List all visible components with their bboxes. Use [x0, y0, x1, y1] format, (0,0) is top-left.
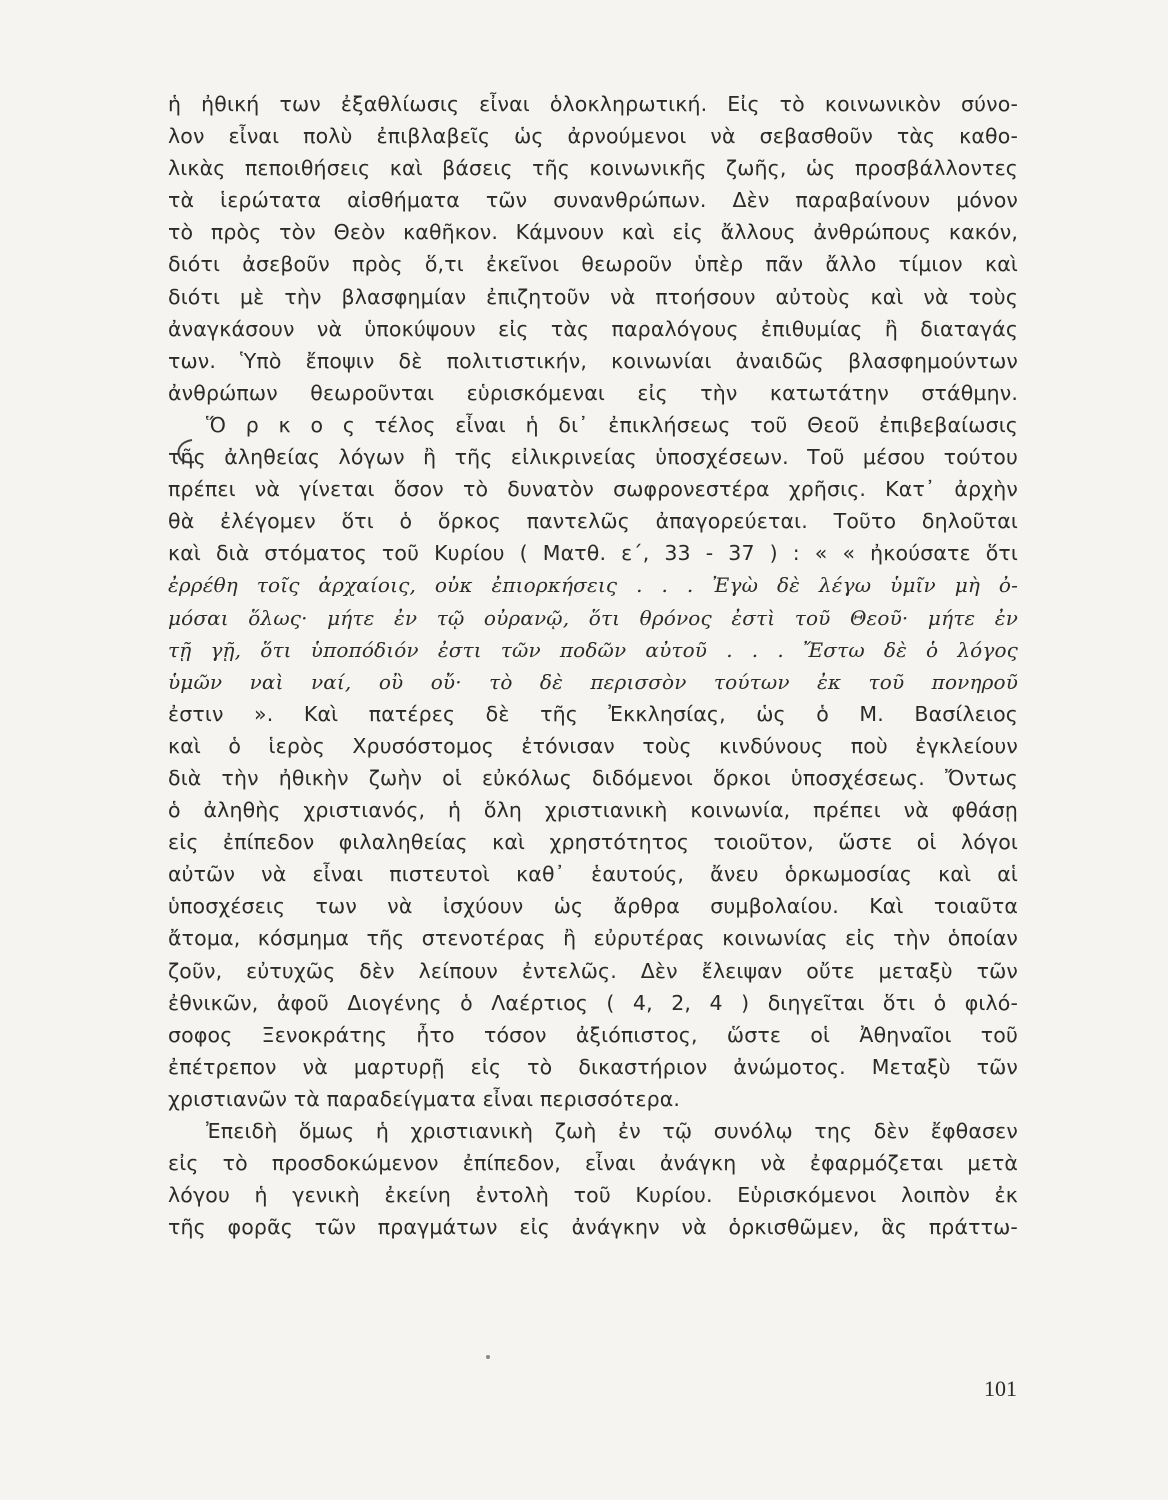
text-line: Ὅ ρ κ ο ς τέλος εἶναι ἡ δι᾽ ἐπικλήσεως τοῦ Θεοῦ ἐπιβεβαίωσις: [206, 412, 1018, 437]
text-line: ὑμῶν ναὶ ναί, οὒ οὔ· τὸ δὲ περισσὸν τούτων ἐκ τοῦ πονηροῦ: [168, 669, 1018, 694]
text-line: τῇ γῇ, ὅτι ὑποπόδιόν ἐστι τῶν ποδῶν αὐτοῦ . . . Ἔστω δὲ ὁ λόγος: [168, 637, 1018, 662]
text-line: ὁ ἀληθὴς χριστιανός, ἡ ὅλη χριστιανικὴ κοινωνία, πρέπει νὰ φθάσῃ: [168, 798, 1018, 823]
text-line: μόσαι ὅλως· μήτε ἐν τῷ οὐρανῷ, ὅτι θρόνος ἐστὶ τοῦ Θεοῦ· μήτε ἐν: [168, 605, 1018, 630]
text-line: τὸ πρὸς τὸν Θεὸν καθῆκον. Κάμνουν καὶ εἰς ἄλλους ἀνθρώπους κακόν,: [168, 220, 1018, 245]
text-line: τῆς φορᾶς τῶν πραγμάτων εἰς ἀνάγκην νὰ ὁρκισθῶμεν, ἃς πράττω-: [168, 1215, 1018, 1240]
text-line: ἐθνικῶν, ἀφοῦ Διογένης ὁ Λαέρτιος ( 4, 2, 4 ) διηγεῖται ὅτι ὁ φιλό-: [168, 990, 1018, 1015]
text-line: ἐπέτρεπον νὰ μαρτυρῇ εἰς τὸ δικαστήριον ἀνώμοτος. Μεταξὺ τῶν: [168, 1054, 1018, 1079]
body-text: [168, 88, 1018, 1243]
text-line: λόγου ἡ γενικὴ ἐκείνη ἐντολὴ τοῦ Κυρίου. Εὑρισκόμενοι λοιπὸν ἐκ: [168, 1183, 1018, 1208]
text-line: ζοῦν, εὐτυχῶς δὲν λείπουν ἐντελῶς. Δὲν ἔλειψαν οὔτε μεταξὺ τῶν: [168, 958, 1018, 983]
text-line: ἀνθρώπων θεωροῦνται εὑρισκόμεναι εἰς τὴν κατωτάτην στάθμην.: [168, 380, 1018, 405]
text-line: καὶ διὰ στόματος τοῦ Κυρίου ( Ματθ. ε΄, 33 - 37 ) : « « ἠκούσατε ὅτι: [168, 541, 1018, 566]
text-line: θὰ ἐλέγομεν ὅτι ὁ ὅρκος παντελῶς ἀπαγορεύεται. Τοῦτο δηλοῦται: [168, 509, 1018, 534]
text-line: λικὰς πεποιθήσεις καὶ βάσεις τῆς κοινωνικῆς ζωῆς, ὡς προσβάλλοντες: [168, 156, 1018, 181]
text-line: σοφος Ξενοκράτης ἦτο τόσον ἀξιόπιστος, ὥστε οἱ Ἀθηναῖοι τοῦ: [168, 1022, 1018, 1047]
text-line: χριστιανῶν τὰ παραδείγματα εἶναι περισσότερα.: [168, 1086, 681, 1111]
ink-dot: [486, 1355, 490, 1359]
text-line: ἐρρέθη τοῖς ἀρχαίοις, οὐκ ἐπιορκήσεις . . . Ἐγὼ δὲ λέγω ὑμῖν μὴ ὀ-: [168, 573, 1018, 598]
page-number: 101: [984, 1376, 1017, 1401]
text-line: εἰς ἐπίπεδον φιλαληθείας καὶ χρηστότητος τοιοῦτον, ὥστε οἱ λόγοι: [168, 830, 1018, 855]
text-line: εἰς τὸ προσδοκώμενον ἐπίπεδον, εἶναι ἀνάγκη νὰ ἐφαρμόζεται μετὰ: [168, 1151, 1018, 1176]
text-line: Ἐπειδὴ ὅμως ἡ χριστιανικὴ ζωὴ ἐν τῷ συνόλῳ της δὲν ἔφθασεν: [206, 1119, 1018, 1143]
text-line: τὰ ἱερώτατα αἰσθήματα τῶν συνανθρώπων. Δὲν παραβαίνουν μόνον: [168, 188, 1018, 213]
text-line: αὐτῶν νὰ εἶναι πιστευτοὶ καθ᾽ ἑαυτούς, ἄνευ ὁρκωμοσίας καὶ αἱ: [168, 862, 1018, 887]
text-line: ἄτομα, κόσμημα τῆς στενοτέρας ἢ εὐρυτέρας κοινωνίας εἰς τὴν ὁποίαν: [168, 926, 1018, 951]
text-line: τῆς ἀληθείας λόγων ἢ τῆς εἰλικρινείας ὑποσχέσεων. Τοῦ μέσου τούτου: [168, 445, 1018, 470]
text-line: ἀναγκάσουν νὰ ὑποκύψουν εἰς τὰς παραλόγους ἐπιθυμίας ἢ διαταγάς: [168, 316, 1018, 341]
text-line: διὰ τὴν ἠθικὴν ζωὴν οἱ εὐκόλως διδόμενοι ὅρκοι ὑποσχέσεως. Ὄντως: [168, 765, 1018, 790]
text-line: λον εἶναι πολὺ ἐπιβλαβεῖς ὡς ἀρνούμενοι νὰ σεβασθοῦν τὰς καθο-: [168, 124, 1018, 149]
text-line: καὶ ὁ ἱερὸς Χρυσόστομος ἐτόνισαν τοὺς κινδύνους ποὺ ἐγκλείουν: [168, 733, 1018, 758]
text-line: των. Ὑπὸ ἔποψιν δὲ πολιτιστικήν, κοινωνίαι ἀναιδῶς βλασφημούντων: [168, 348, 1018, 373]
text-line: πρέπει νὰ γίνεται ὅσον τὸ δυνατὸν σωφρονεστέρα χρῆσις. Κατ᾽ ἀρχὴν: [168, 477, 1018, 502]
text-line: ἐστιν ». Καὶ πατέρες δὲ τῆς Ἐκκλησίας, ὡς ὁ Μ. Βασίλειος: [168, 701, 1018, 726]
text-line: διότι ἀσεβοῦν πρὸς ὅ,τι ἐκεῖνοι θεωροῦν ὑπὲρ πᾶν ἄλλο τίμιον καὶ: [168, 252, 1018, 277]
text-line: ὑποσχέσεις των νὰ ἰσχύουν ὡς ἄρθρα συμβολαίου. Καὶ τοιαῦτα: [168, 894, 1018, 919]
text-line: διότι μὲ τὴν βλασφημίαν ἐπιζητοῦν νὰ πτοήσουν αὐτοὺς καὶ νὰ τοὺς: [168, 284, 1018, 309]
text-line: ἡ ἠθική των ἐξαθλίωσις εἶναι ὁλοκληρωτική. Εἰς τὸ κοινωνικὸν σύνο-: [168, 92, 1018, 116]
